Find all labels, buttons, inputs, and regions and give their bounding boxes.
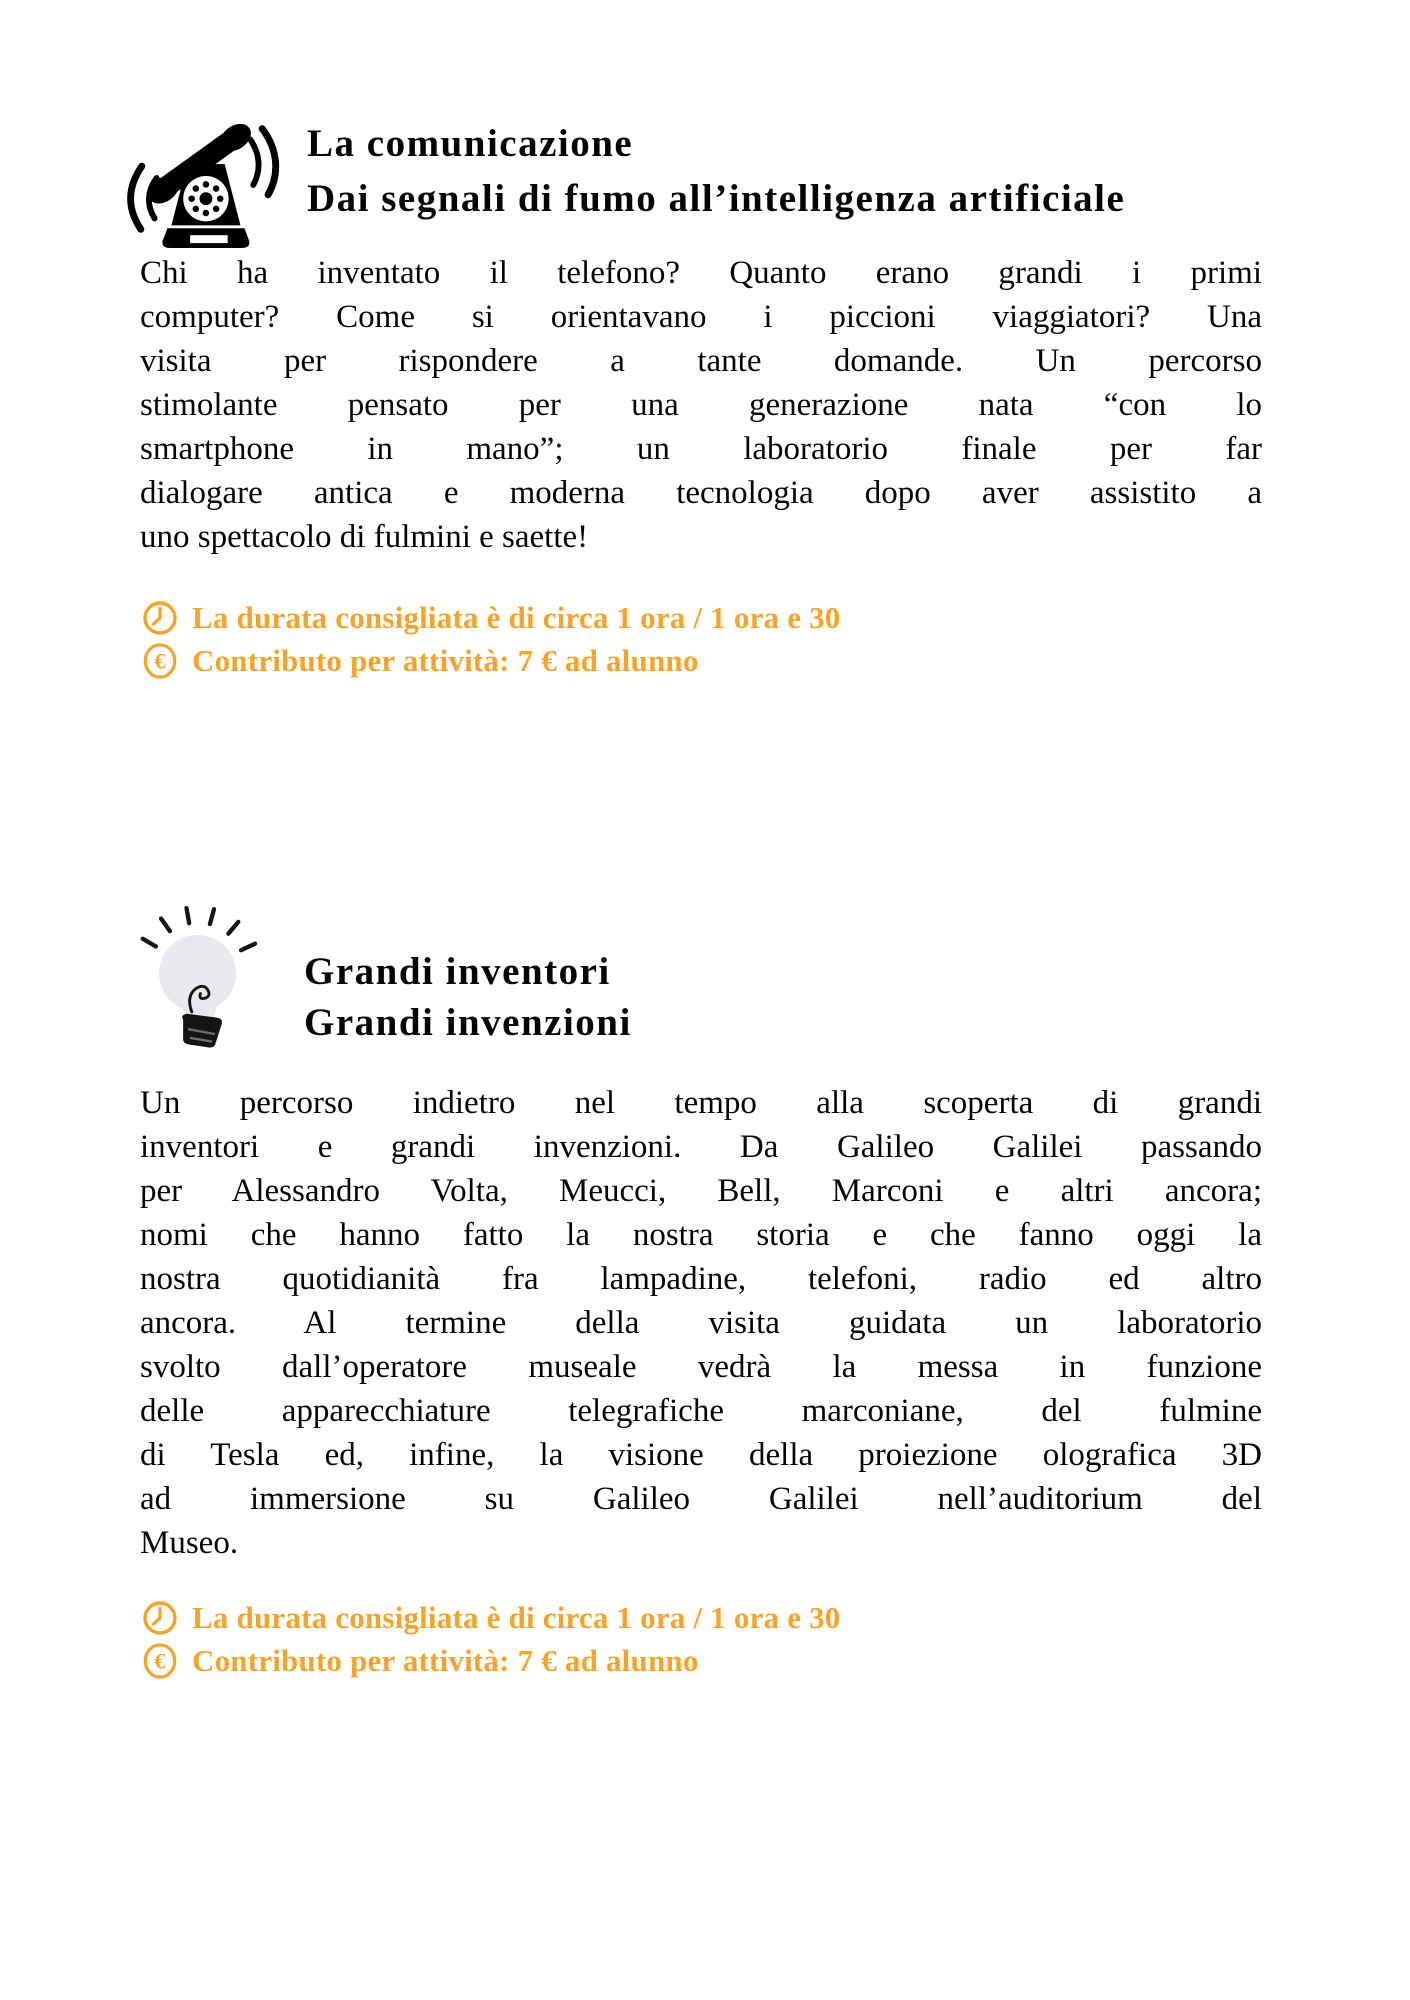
fee-label: Contributo per attività: 7 € ad alunno bbox=[192, 642, 699, 678]
duration-label: La durata consigliata è di circa 1 ora / 1 ora e 30 bbox=[192, 1599, 841, 1635]
paragraph-line: Chi ha inventato il telefono? Quanto erano grandi i primi bbox=[140, 255, 1262, 291]
euro-icon bbox=[141, 1642, 179, 1680]
section-title-line2: Dai segnali di fumo all’intelligenza artificiale bbox=[307, 177, 1126, 220]
paragraph-line: svolto dall’operatore museale vedrà la messa in funzione bbox=[140, 1349, 1262, 1385]
section-title-line2: Grandi invenzioni bbox=[304, 1001, 632, 1044]
lightbulb-icon bbox=[136, 888, 261, 1053]
duration-label: La durata consigliata è di circa 1 ora / 1 ora e 30 bbox=[192, 599, 841, 635]
paragraph-line: computer? Come si orientavano i piccioni viaggiatori? Una bbox=[140, 299, 1262, 335]
paragraph-line: uno spettacolo di fulmini e saette! bbox=[140, 519, 589, 555]
fee-label: Contributo per attività: 7 € ad alunno bbox=[192, 1642, 699, 1678]
paragraph-line: smartphone in mano”; un laboratorio finale per far bbox=[140, 431, 1262, 467]
svg-text:€: € bbox=[154, 649, 166, 674]
paragraph-line: Un percorso indietro nel tempo alla scoperta di grandi bbox=[140, 1085, 1262, 1121]
paragraph-line: Museo. bbox=[140, 1525, 239, 1561]
duration-row bbox=[141, 1596, 841, 1639]
fee-row bbox=[141, 1639, 841, 1682]
paragraph-line: visita per rispondere a tante domande. Un percorso bbox=[140, 343, 1262, 379]
section-title-line1: La comunicazione bbox=[307, 122, 634, 165]
paragraph-line: ad immersione su Galileo Galilei nell’auditorium del bbox=[140, 1481, 1262, 1517]
clock-icon bbox=[141, 1599, 179, 1637]
paragraph-line: stimolante pensato per una generazione nata “con lo bbox=[140, 387, 1262, 423]
paragraph-line: dialogare antica e moderna tecnologia dopo aver assistito a bbox=[140, 475, 1262, 511]
paragraph-line: per Alessandro Volta, Meucci, Bell, Marconi e altri ancora; bbox=[140, 1173, 1262, 1209]
paragraph-line: inventori e grandi invenzioni. Da Galileo Galilei passando bbox=[140, 1129, 1262, 1165]
section-info bbox=[141, 1596, 841, 1682]
paragraph-line: ancora. Al termine della visita guidata un laboratorio bbox=[140, 1305, 1262, 1341]
paragraph-line: delle apparecchiature telegrafiche marconiane, del fulmine bbox=[140, 1393, 1262, 1429]
paragraph-line: nomi che hanno fatto la nostra storia e che fanno oggi la bbox=[140, 1217, 1262, 1253]
paragraph-line: nostra quotidianità fra lampadine, telefoni, radio ed altro bbox=[140, 1261, 1262, 1297]
section-description bbox=[140, 1081, 1262, 1565]
section-title-line1: Grandi inventori bbox=[304, 950, 611, 993]
paragraph-line: di Tesla ed, infine, la visione della proiezione olografica 3D bbox=[140, 1437, 1262, 1473]
svg-text:€: € bbox=[154, 1649, 166, 1674]
